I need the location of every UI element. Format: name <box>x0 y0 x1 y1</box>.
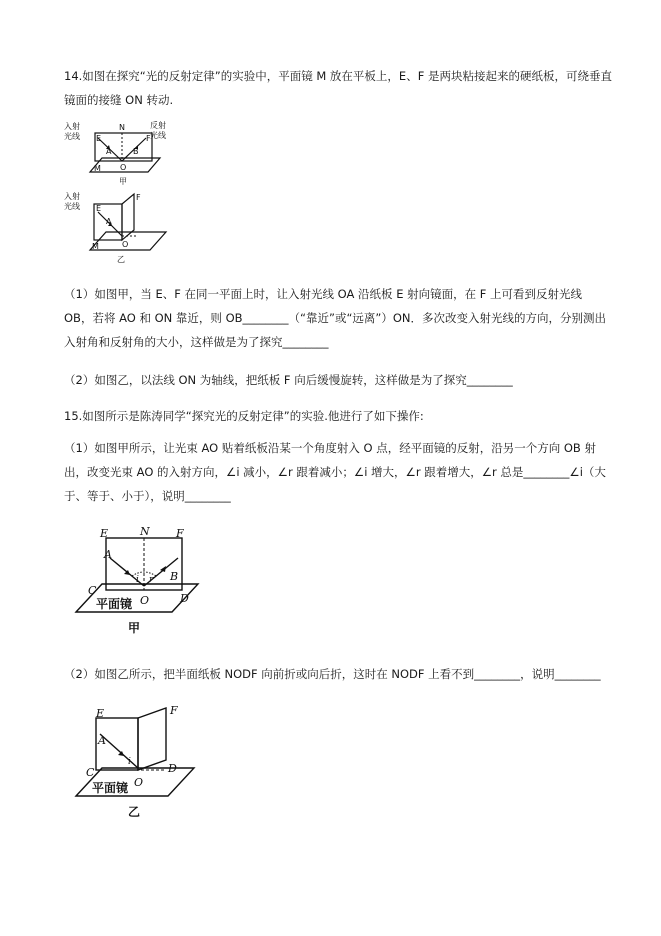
q15b-O: O <box>134 776 144 789</box>
q15a-caption: 甲 <box>128 621 141 635</box>
q15b-A: A <box>98 734 106 747</box>
q15-figure-a-svg <box>70 520 230 645</box>
q15-figure-b <box>70 702 210 822</box>
q14b-incident-label-2: 光线 <box>64 202 80 211</box>
q15a-i: i <box>136 575 139 585</box>
q15a-E: E <box>100 527 109 540</box>
q14b-A: A <box>106 217 112 226</box>
q14a-incident-label-2: 光线 <box>64 132 80 141</box>
q14-figure-b <box>62 190 172 265</box>
q14b-E: E <box>96 204 102 213</box>
q14-figure-a-svg <box>62 120 172 190</box>
q15b-mirror-label: 平面镜 <box>92 781 129 795</box>
q14-part2: （2）如图乙，以法线 ON 为轴线，把纸板 F 向后缓慢旋转，这样做是为了探究________ <box>64 373 513 387</box>
q14a-board <box>95 133 152 161</box>
q15b-i: i <box>128 757 131 767</box>
q15a-r: r <box>149 575 154 585</box>
q15-stem: 15.如图所示是陈涛同学“探究光的反射定律”的实验.他进行了如下操作: <box>64 409 424 423</box>
q15-figure-b-svg <box>70 702 210 822</box>
q14a-F: F <box>146 134 151 143</box>
q15a-C: C <box>88 584 97 597</box>
q14a-O: O <box>120 163 127 172</box>
q14a-B: B <box>133 147 139 156</box>
q15b-C: C <box>86 766 95 779</box>
q14-figure-a <box>62 120 172 190</box>
q14b-F: F <box>136 193 141 202</box>
q14a-M: M <box>94 164 101 173</box>
q14a-A: A <box>106 147 112 156</box>
q14-figure-b-svg <box>62 190 172 265</box>
q15a-reflected-arrow <box>160 566 166 572</box>
q15b-D: D <box>168 762 177 775</box>
q15a-N: N <box>140 525 150 538</box>
q14a-caption: 甲 <box>119 177 127 186</box>
q14-stem: 14.如图在探究“光的反射定律”的实验中，平面镜 M 放在平板上，E、F 是两块粘接起来的硬纸板，可绕垂直镜面的接缝 ON 转动. <box>64 69 612 107</box>
q14a-N: N <box>119 123 125 132</box>
q15a-D: D <box>180 592 189 605</box>
q14a-reflected-label-1: 反射 <box>150 121 166 130</box>
q15-part1: （1）如图甲所示，让光束 AO 贴着纸板沿某一个角度射入 O 点，经平面镜的反射，沿另一个方向 OB 射出，改变光束 AO 的入射方向，∠i 减小，∠r 跟着减小；∠i 增大，∠r 跟着增大，∠r 总是________∠i（大于、等于、小于），说明________ <box>64 441 606 503</box>
q15a-B: B <box>170 570 179 583</box>
q14-part1: （1）如图甲，当 E、F 在同一平面上时，让入射光线 OA 沿纸板 E 射向镜面，在 F 上可看到反射光线 OB，若将 AO 和 ON 靠近，则 OB________（“靠近”或“远离”）ON．多次改变入射光线的方向，分别测出入射角和反射角的大小，这样做是为了探究________ <box>64 287 607 349</box>
q15a-F: F <box>176 527 184 540</box>
q15a-mirror-label: 平面镜 <box>96 597 133 611</box>
q15b-board-f <box>138 708 166 770</box>
q14a-incident-label-1: 入射 <box>64 122 80 131</box>
q15-figure-a <box>70 520 230 645</box>
q14b-M: M <box>92 242 99 251</box>
q15a-A: A <box>104 548 112 561</box>
q14b-O: O <box>122 240 129 249</box>
q15b-F: F <box>170 704 178 717</box>
q14b-incident-label-1: 入射 <box>64 192 80 201</box>
q14a-reflected-label-2: 光线 <box>150 131 166 140</box>
q15a-O: O <box>140 594 150 607</box>
q15b-E: E <box>96 707 105 720</box>
q14b-board-f <box>122 194 134 240</box>
q14b-caption: 乙 <box>117 255 125 264</box>
q15b-caption: 乙 <box>128 805 141 819</box>
q15-part2: （2）如图乙所示，把半面纸板 NODF 向前折或向后折，这时在 NODF 上看不到________，说明________ <box>64 667 601 681</box>
q14a-E: E <box>96 134 102 143</box>
